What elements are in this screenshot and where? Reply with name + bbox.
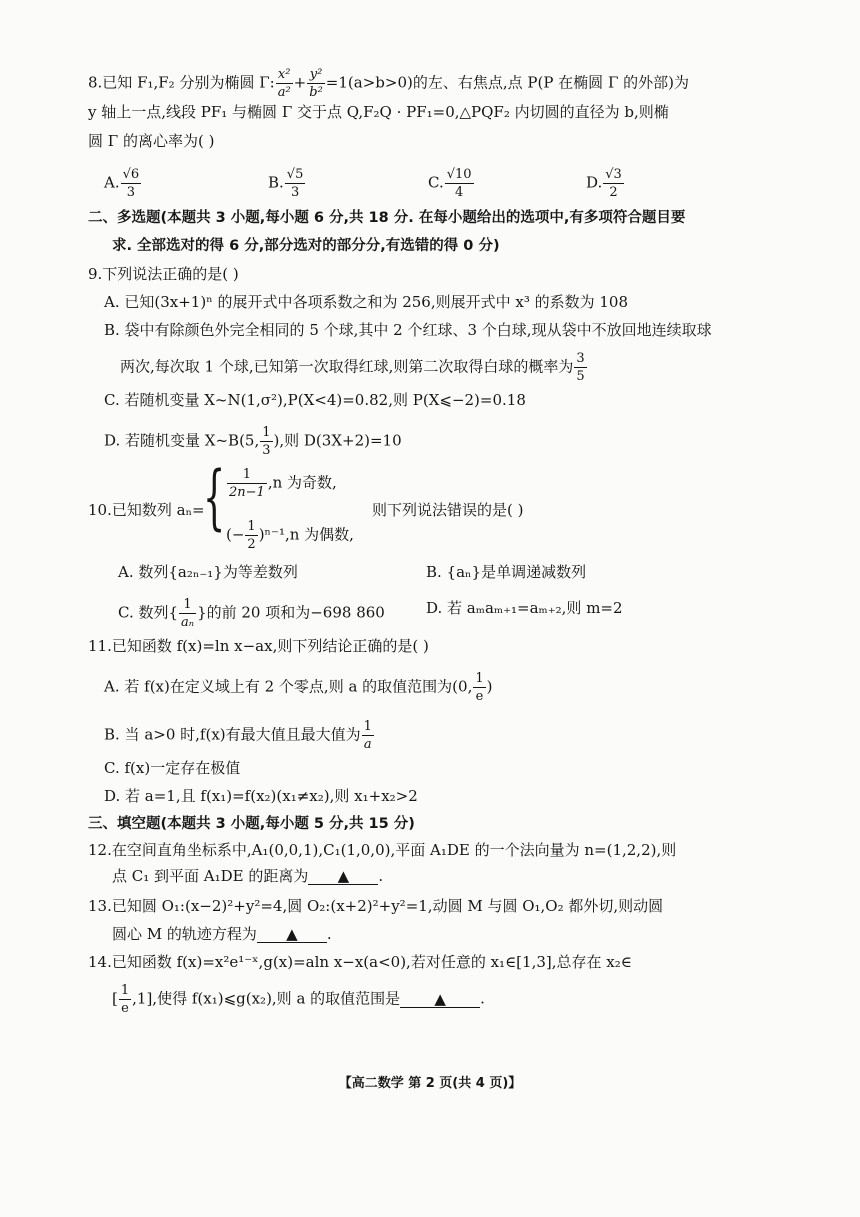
frac-den: 2 [609,185,618,200]
q8-text: =1(a>b>0)的左、右焦点,点 P(P 在椭圆 Γ 的外部)为 [325,73,689,92]
q10-text: ,n 为奇数, [267,473,337,492]
q9-text: ),则 D(3X+2)=10 [273,431,402,450]
fraction [121,168,142,199]
frac-den: 3 [126,185,136,200]
section3-heading: 三、填空题(本题共 3 小题,每小题 5 分,共 15 分) [88,816,415,832]
q14-line2 [112,984,485,1015]
frac-num: √3 [605,167,622,182]
option-label: C. [428,173,444,192]
frac-den: a [363,737,372,752]
q8-line1 [88,68,689,99]
q10-case2 [226,520,354,551]
frac-num: √10 [446,167,472,182]
answer-blank[interactable]: ▲ [308,868,378,885]
left-brace: { [203,456,226,538]
fraction [245,520,257,551]
q10-option-c [118,598,385,629]
q9-option-d [104,426,402,457]
frac-den: 3 [262,443,271,458]
q11-option-a [104,672,493,703]
q8-option-b [268,168,306,199]
frac-den: aₙ [181,615,195,630]
q9-option-b-line2 [120,352,588,383]
frac-num: √6 [122,167,140,182]
q10-option-b: B. {aₙ}是单调递减数列 [426,563,587,581]
q11-stem: 11.已知函数 f(x)=ln x−ax,则下列结论正确的是( ) [88,637,429,655]
q12-text: 点 C₁ 到平面 A₁DE 的距离为 [112,867,309,885]
q11-option-b [104,720,375,751]
q8-option-a [104,168,142,199]
option-label: A. [104,173,120,192]
q9-option-c: C. 若随机变量 X~N(1,σ²),P(X<4)=0.82,则 P(X⩽−2)=0.18 [104,391,526,409]
q9-option-b-line1: B. 袋中有除颜色外完全相同的 5 个球,其中 2 个红球、3 个白球,现从袋中不放回地连续取球 [104,321,712,339]
page-footer: 【高二数学 第 2 页(共 4 页)】 [338,1076,522,1091]
option-label: D. [586,173,603,192]
section2-heading-line2: 求. 全部选对的得 6 分,部分选对的部分分,有选错的得 0 分) [112,238,500,254]
q8-text: 8.已知 F₁,F₂ 分别为椭圆 Γ: [88,73,275,92]
q8-line2: y 轴上一点,线段 PF₁ 与椭圆 Γ 交于点 Q,F₂Q · PF₁=0,△PQF₂ 内切圆的直径为 b,则椭 [88,103,669,121]
q10-text: (− [226,525,245,544]
frac-num: 1 [247,519,256,534]
q9-option-a: A. 已知(3x+1)ⁿ 的展开式中各项系数之和为 256,则展开式中 x³ 的系数为 108 [104,293,629,311]
q11-text: A. 若 f(x)在定义域上有 2 个零点,则 a 的取值范围为(0, [104,677,473,696]
q9-stem: 9.下列说法正确的是( ) [88,265,239,283]
fraction [285,168,306,199]
q10-text: }的前 20 项和为−698 860 [197,603,385,622]
frac-den: 5 [576,369,585,384]
q10-suffix: 则下列说法错误的是( ) [372,501,524,519]
frac-den: a² [277,85,291,100]
frac-num: y² [307,68,325,84]
option-label: B. [268,173,284,192]
frac-den: e [121,1001,129,1016]
q11-option-d: D. 若 a=1,且 f(x₁)=f(x₂)(x₁≠x₂),则 x₁+x₂>2 [104,787,418,805]
frac-den: 4 [454,185,464,200]
frac-den: e [475,689,484,704]
q10-case1 [226,468,337,499]
frac-den: 2 [247,537,256,552]
q8-line3: 圆 Γ 的离心率为( ) [88,132,215,150]
q14-text: [ [112,989,118,1008]
q10-option-d: D. 若 aₘaₘ₊₁=aₘ₊₂,则 m=2 [426,599,623,617]
q11-option-c: C. f(x)一定存在极值 [104,759,241,777]
frac-den: 3 [290,185,300,200]
q14-text: . [480,989,485,1008]
q11-text: B. 当 a>0 时,f(x)有最大值且最大值为 [104,725,361,744]
plus-sign: + [293,73,307,92]
fraction [362,720,374,751]
frac-num: 3 [576,351,585,366]
q12-line2 [112,866,383,886]
frac-den: 2n−1 [229,485,265,500]
q8-option-c [428,168,475,199]
q11-text: ) [486,677,493,696]
fraction [307,68,325,99]
q13-line2 [112,924,332,944]
answer-blank[interactable]: ▲ [257,926,327,943]
fraction [276,68,293,99]
q13-line1: 13.已知圆 O₁:(x−2)²+y²=4,圆 O₂:(x+2)²+y²=1,动圆 M 与圆 O₁,O₂ 都外切,则动圆 [88,897,664,915]
q13-text: . [326,925,332,943]
q10-text: )ⁿ⁻¹,n 为偶数, [258,525,354,544]
q13-text: 圆心 M 的轨迹方程为 [112,925,257,943]
frac-num: 1 [475,671,484,686]
q12-line1: 12.在空间直角坐标系中,A₁(0,0,1),C₁(1,0,0),平面 A₁DE 的一个法向量为 n=(1,2,2),则 [88,841,677,859]
fraction [574,352,586,383]
q9-text: D. 若随机变量 X~B(5, [104,431,260,450]
fraction [603,168,624,199]
frac-num: 1 [179,598,196,614]
section2-heading-line1: 二、多选题(本题共 3 小题,每小题 6 分,共 18 分. 在每小题给出的选项中,有多项符合题目要 [88,210,686,226]
fraction [260,426,272,457]
q10-option-a: A. 数列{a₂ₙ₋₁}为等差数列 [118,563,298,581]
fraction [179,598,196,629]
q14-line1: 14.已知函数 f(x)=x²e¹⁻ˣ,g(x)=aln x−x(a<0),若对任意的 x₁∈[1,3],总存在 x₂∈ [88,953,632,971]
frac-num: 1 [120,983,130,998]
frac-num: 1 [363,719,372,734]
fraction [473,672,485,703]
frac-num: √5 [286,167,304,182]
q12-text: . [378,867,384,885]
frac-num: x² [276,68,293,84]
frac-num: 1 [227,468,267,484]
q10-prefix: 10.已知数列 aₙ= [88,501,205,519]
q10-text: C. 数列{ [118,603,179,622]
frac-den: b² [309,85,323,100]
frac-num: 1 [262,425,271,440]
q9-text: 两次,每次取 1 个球,已知第一次取得红球,则第二次取得白球的概率为 [120,357,574,376]
fraction [119,984,131,1015]
answer-blank[interactable]: ▲ [400,991,480,1008]
fraction [445,168,474,199]
q8-option-d [586,168,625,199]
q14-text: ,1],使得 f(x₁)⩽g(x₂),则 a 的取值范围是 [132,989,401,1008]
fraction [227,468,267,499]
